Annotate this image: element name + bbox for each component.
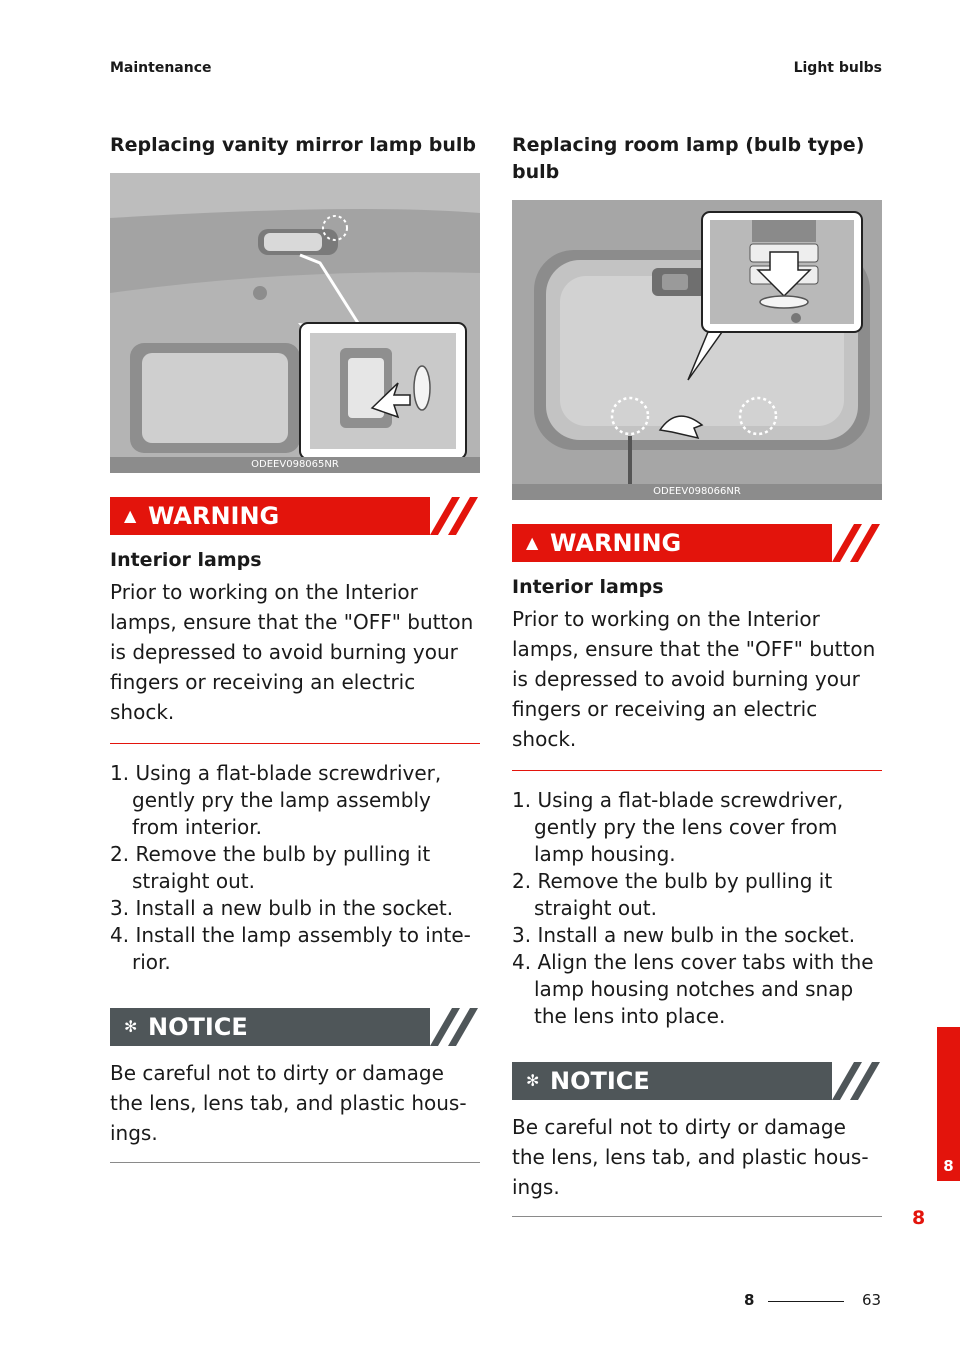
section-title: Replacing vanity mirror lamp bulb [110, 134, 476, 156]
notice-label: NOTICE [550, 1067, 650, 1095]
steps-list [512, 787, 882, 1030]
figure-code: ODEEV098065NR [110, 457, 480, 473]
warning-triangle-icon: ▲ [124, 506, 137, 525]
chapter-side-tab [937, 1027, 960, 1181]
notice-banner [512, 1062, 882, 1100]
step-item: 1. Using a flat-blade screwdriver, gently pry the lens cover from lamp housing. [512, 788, 844, 866]
step-item: 3. Install a new bulb in the socket. [110, 896, 454, 920]
diagonal-stripes-icon [832, 1062, 882, 1100]
notice-text: Be careful not to dirty or damage the lens, lens tab, and plastic hous-ings. [110, 1061, 467, 1145]
divider [512, 770, 882, 771]
step-item: 4. Align the lens cover tabs with the lamp housing notches and snap the lens into place. [512, 950, 874, 1028]
diagonal-stripes-icon [832, 524, 882, 562]
divider [512, 1216, 882, 1217]
section-title: Replacing room lamp (bulb type) bulb [512, 134, 865, 183]
step-item: 3. Install a new bulb in the socket. [512, 923, 856, 947]
footer-chapter: 8 [744, 1291, 755, 1309]
header-topic: Light bulbs [793, 60, 882, 76]
room-lamp-illustration [512, 200, 882, 500]
warning-text: Prior to working on the Interior lamps, ensure that the "OFF" button is depressed to avoid burning your fingers or receiving an electric shock. [512, 607, 876, 751]
warning-label: WARNING [550, 529, 682, 557]
notice-text: Be careful not to dirty or damage the lens, lens tab, and plastic hous-ings. [512, 1115, 869, 1199]
room-lamp-figure [512, 200, 882, 500]
notice-label: NOTICE [148, 1013, 248, 1041]
diagonal-stripes-icon [430, 1008, 480, 1046]
chapter-tab-label: 8 [943, 1157, 954, 1175]
divider [110, 1162, 480, 1163]
figure-code: ODEEV098066NR [512, 484, 882, 500]
warning-triangle-icon: ▲ [526, 533, 539, 552]
warning-heading: Interior lamps [512, 576, 664, 598]
warning-text: Prior to working on the Interior lamps, ensure that the "OFF" button is depressed to avoid burning your fingers or receiving an electric shock. [110, 580, 474, 724]
divider [110, 743, 480, 744]
left-column [110, 132, 480, 1163]
warning-banner [512, 524, 882, 562]
warning-banner [110, 497, 480, 535]
vanity-mirror-illustration [110, 173, 480, 473]
steps-list [110, 760, 480, 976]
step-item: 1. Using a flat-blade screwdriver, gently pry the lamp assembly from interior. [110, 761, 442, 839]
right-column [512, 132, 882, 1217]
asterisk-icon: ✻ [526, 1071, 540, 1090]
warning-label: WARNING [148, 502, 280, 530]
chapter-side-number: 8 [912, 1207, 926, 1229]
step-item: 4. Install the lamp assembly to inte-rior. [110, 923, 471, 974]
asterisk-icon: ✻ [124, 1017, 138, 1036]
vanity-mirror-figure [110, 173, 480, 473]
notice-banner [110, 1008, 480, 1046]
step-item: 2. Remove the bulb by pulling it straight out. [512, 869, 833, 920]
header-section: Maintenance [110, 60, 212, 76]
footer-divider [768, 1301, 844, 1302]
step-item: 2. Remove the bulb by pulling it straight out. [110, 842, 431, 893]
diagonal-stripes-icon [430, 497, 480, 535]
warning-heading: Interior lamps [110, 549, 262, 571]
page-number: 63 [862, 1291, 882, 1309]
